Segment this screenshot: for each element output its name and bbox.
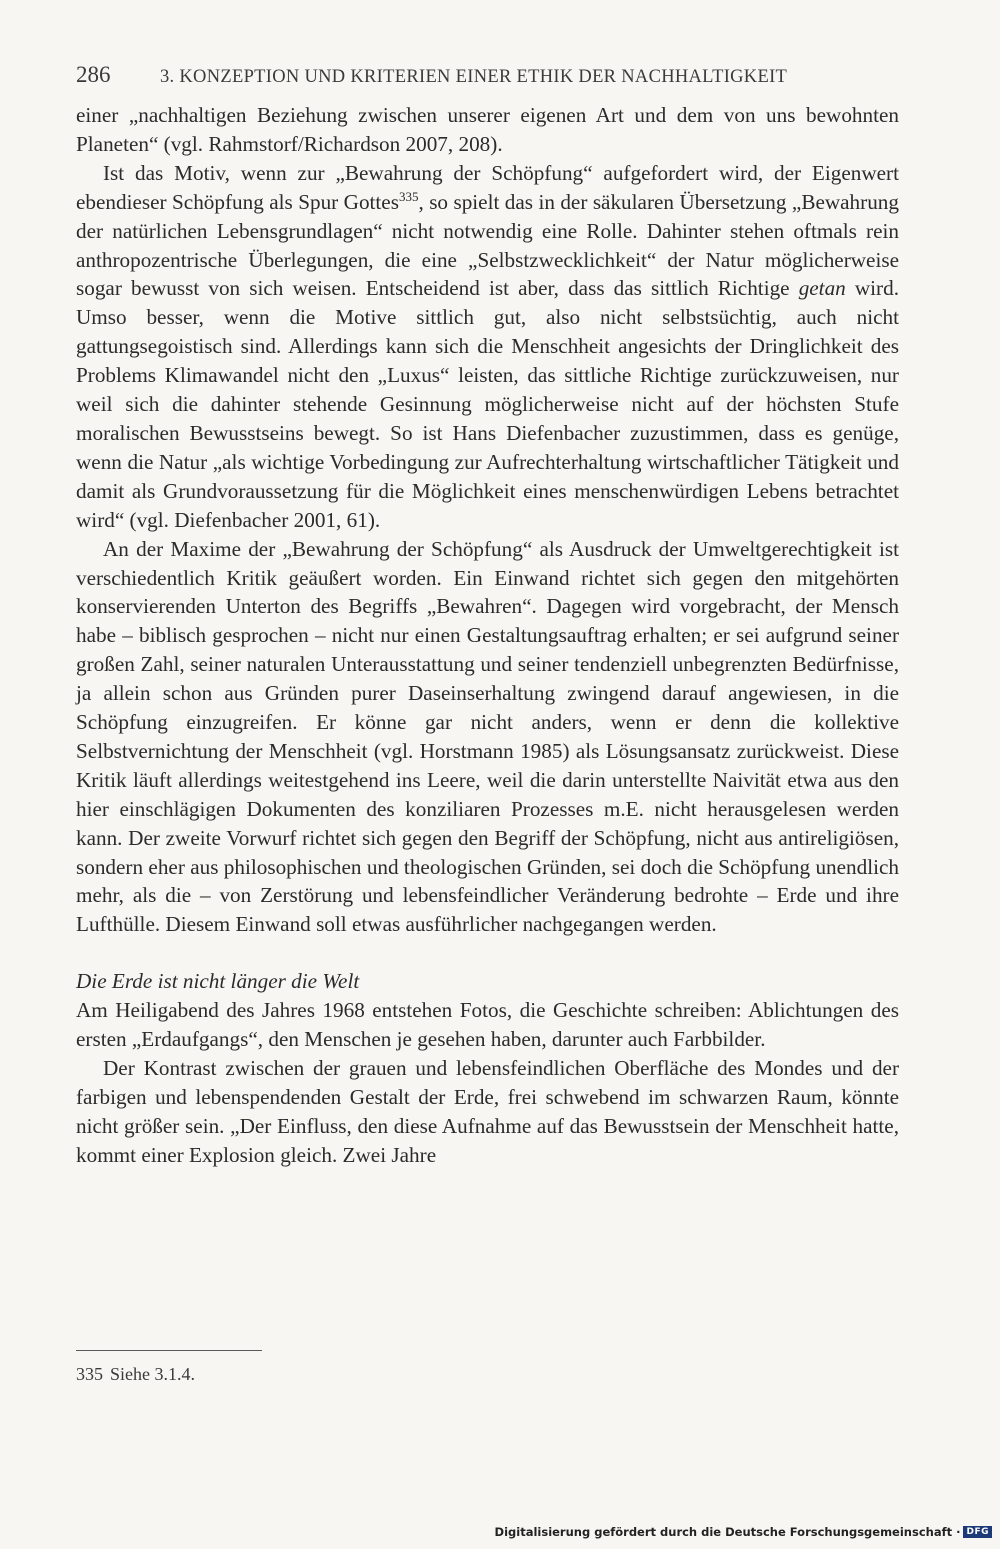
dfg-logo-icon: DFG [963,1526,992,1538]
paragraph-2 [76,159,899,535]
emphasis-getan: getan [798,276,846,301]
paragraph-3: An der Maxime der „Bewahrung der Schöpfung“ als Ausdruck der Umweltgerechtigkeit ist verschiedentlich Kritik geäußert worden. Ein Einwand richtet sich gegen den mitgehörten konservierenden Unterton des Begriffs „Bewahren“. Dagegen wird vorgebracht, der Mensch habe – biblisch gesprochen – nicht nur einen Gestaltungsauftrag erhalten; er sei aufgrund seiner großen Zahl, seiner naturalen Unterausstattung und seiner tendenziell unbegrenzten Bedürfnisse, ja allein schon aus Gründen purer Daseinserhaltung zwingend darauf angewiesen, in die Schöpfung einzugreifen. Er könne gar nicht anders, wenn er denn die kollektive Selbstvernichtung der Menschheit (vgl. Horstmann 1985) als Lösungsansatz zurückweist. Diese Kritik läuft allerdings weitestgehend ins Leere, weil die darin unterstellte Naivität etwa aus den hier einschlägigen Dokumenten des konziliaren Prozesses m.E. nicht herausgelesen werden kann. Der zweite Vorwurf richtet sich gegen den Begriff der Schöpfung, nicht aus antireligiösen, sondern eher aus philosophischen und theologischen Gründen, sei doch die Schöpfung unendlich mehr, als die – von Zerstörung und lebensfeindlicher Veränderung bedrohte – Erde und ihre Lufthülle. Diesem Einwand soll etwas ausführlicher nachgegangen werden. [76,536,899,937]
footnote-reference-335[interactable]: 335 [398,188,419,204]
paragraph-2-part-c: wird. Umso besser, wenn die Motive sittlich gut, also nicht selbstsüchtig, auch nicht gattungsegoistisch sind. Allerdings kann sich die Menschheit angesichts der Dringlichkeit des Problems Klimawandel nicht den „Luxus“ leisten, das sittliche Richtige zurückzuweisen, nur weil sich die dahinter stehende Gesinnung möglicherweise nicht auf der höchsten Stufe moralischen Bewusstseins bewegt. So ist Hans Diefenbacher zuzustimmen, dass es genüge, wenn die Natur „als wichtige Vorbedingung zur Aufrechterhaltung wirtschaftlicher Tätigkeit und damit als Grundvoraussetzung für die Möglichkeit eines menschenwürdigen Lebens betrachtet wird“ (vgl. Diefenbacher 2001, 61). [76,276,900,532]
paragraph-5: Der Kontrast zwischen der grauen und lebensfeindlichen Oberfläche des Mondes und der farbigen und lebenspendenden Gestalt der Erde, frei schwebend im schwarzen Raum, könnte nicht größer sein. „Der Einfluss, den diese Aufnahme auf das Bewusstsein der Menschheit hatte, kommt einer Explosion gleich. Zwei Jahre [76,1056,899,1167]
book-page [76,62,899,1170]
page-header [76,62,899,96]
page-number: 286 [76,62,111,87]
footnote-divider [76,1350,262,1351]
paragraph-4: Am Heiligabend des Jahres 1968 entstehen Fotos, die Geschichte schreiben: Ablichtungen des ersten „Erdaufgangs“, den Menschen je gesehen haben, darunter auch Farbbilder. [76,998,899,1052]
footnote-number: 335 [76,1364,103,1384]
paragraph-2-part-b: , so spielt das in der säkularen Übersetzung „Bewahrung der natürlichen Lebensgrundlagen“ nicht notwendig eine Rolle. Dahinter stehen oftmals rein anthropozentrische Überlegungen, die eine „Selbstzwecklichkeit“ der Natur möglicherweise sogar bewusst von sich weisen. Entscheidend ist aber, dass das sittlich Richtige [76,189,899,301]
dfg-funding-banner [495,1525,992,1539]
main-text [76,101,899,1170]
dfg-banner-text: Digitalisierung gefördert durch die Deutsche Forschungsgemeinschaft · [494,1525,961,1539]
footnote-text: Siehe 3.1.4. [110,1364,195,1384]
paragraph-2-part-a: Ist das Motiv, wenn zur „Bewahrung der Schöpfung“ aufgefordert wird, der Eigenwert ebendieser Schöpfung als Spur Gottes [76,160,899,214]
section-heading: Die Erde ist nicht länger die Welt [76,969,360,994]
running-head: 3. KONZEPTION UND KRITERIEN EINER ETHIK DER NACHHALTIGKEIT [160,67,788,87]
footnote-335 [76,1364,195,1385]
paragraph-1: einer „nachhaltigen Beziehung zwischen unserer eigenen Art und dem von uns bewohnten Planeten“ (vgl. Rahmstorf/Richardson 2007, 208). [76,103,899,156]
